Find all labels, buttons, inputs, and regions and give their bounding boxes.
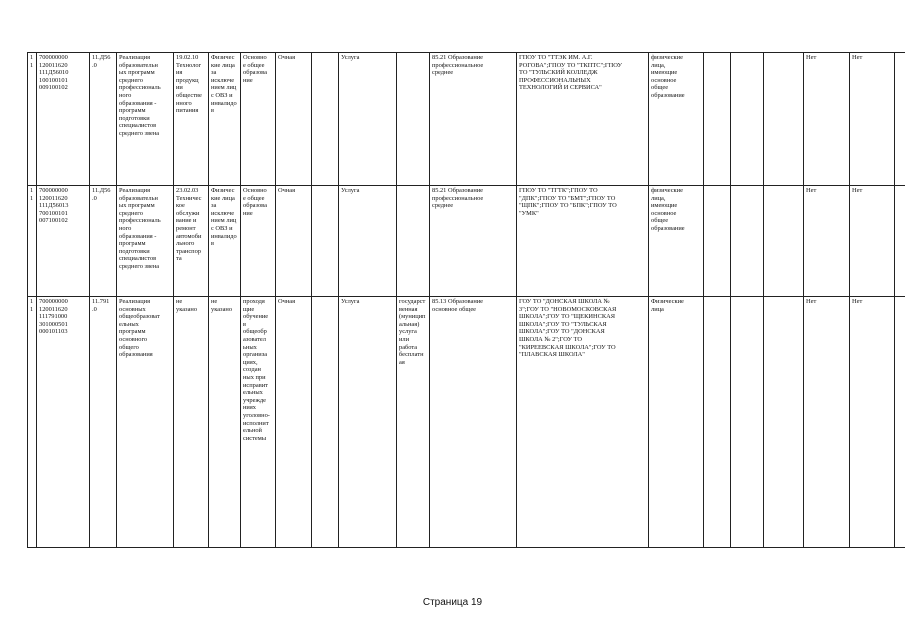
- study-form-cell: Очная: [276, 53, 312, 186]
- category-cell: не указано: [209, 297, 241, 548]
- row-number-cell: 11: [28, 186, 37, 297]
- empty-cell: [312, 297, 339, 548]
- okpd-code-cell: 11.Д56 .0: [90, 53, 117, 186]
- organizations-cell: ГПОУ ТО "ТТЭК ИМ. А.Г. РОГОВА";ГПОУ ТО "ТКПТС";ГПОУ ТО "ТУЛЬСКИЙ КОЛЛЕДЖ ПРОФЕССИОНАЛЬНЫХ ТЕХНОЛОГИЙ И СЕРВИСА": [517, 53, 649, 186]
- education-basis-cell: Основно е общее образова ние: [241, 53, 276, 186]
- category-cell: Физичес кие лица за исключе нием лиц с ОВЗ и инвалидо в: [209, 186, 241, 297]
- specialty-cell: не указано: [174, 297, 209, 548]
- flag-cell: Нет: [804, 53, 850, 186]
- service-name-cell: Реализация образовательн ых программ среднего профессиональ ного образования - программ подготовки специалистов среднего звена: [117, 53, 174, 186]
- empty-cell: [764, 297, 804, 548]
- empty-cell: [704, 297, 731, 548]
- empty-cell: [312, 53, 339, 186]
- type-cell: Услуга: [339, 53, 397, 186]
- education-basis-cell: Основно е общее образова ние: [241, 186, 276, 297]
- education-basis-cell: проходя щие обучение в общеобр азовател ьных организа циях, создан ных при исправит ельных учрежде ниях уголовно- исполнит ельной системы: [241, 297, 276, 548]
- consumers-cell: физические лица, имеющие основное общее образование: [649, 186, 704, 297]
- registry-code-cell: 700000000 120011620 111791000 301000501 000101103: [37, 297, 90, 548]
- registry-code-cell: 700000000 120011620 111Д56013 700100101 007100102: [37, 186, 90, 297]
- services-register-table: [27, 52, 905, 548]
- okved-cell: 85.13 Образование основное общее: [430, 297, 517, 548]
- consumers-cell: Физические лица: [649, 297, 704, 548]
- study-form-cell: Очная: [276, 186, 312, 297]
- empty-cell: [704, 53, 731, 186]
- organizations-cell: ГОУ ТО "ДОНСКАЯ ШКОЛА № 3";ГОУ ТО "НОВОМОСКОВСКАЯ ШКОЛА";ГОУ ТО "ЩЕКИНСКАЯ ШКОЛА";ГОУ ТО "ТУЛЬСКАЯ ШКОЛА";ГОУ ТО "ДОНСКАЯ ШКОЛА № 2";ГОУ ТО "КИРЕЕВСКАЯ ШКОЛА";ГОУ ТО "ПЛАВСКАЯ ШКОЛА": [517, 297, 649, 548]
- paid-status-cell: [397, 186, 430, 297]
- registry-code-cell: 700000000 120011620 111Д56010 100100101 009100102: [37, 53, 90, 186]
- empty-cell: [731, 53, 764, 186]
- table-body: [28, 53, 905, 548]
- category-cell: Физичес кие лица за исключе нием лиц с ОВЗ и инвалидо в: [209, 53, 241, 186]
- paid-status-cell: государст венная (муницип альная) услуга или работа бесплатн ая: [397, 297, 430, 548]
- row-number-cell: 11: [28, 297, 37, 548]
- empty-cell: [731, 186, 764, 297]
- okved-cell: 85.21 Образование профессиональное среднее: [430, 53, 517, 186]
- service-name-cell: Реализация образовательн ых программ среднего профессиональ ного образования - программ подготовки специалистов среднего звена: [117, 186, 174, 297]
- empty-cell: [895, 186, 905, 297]
- table-row: [28, 53, 905, 186]
- okpd-code-cell: 11.Д56 .0: [90, 186, 117, 297]
- empty-cell: [764, 53, 804, 186]
- type-cell: Услуга: [339, 297, 397, 548]
- page-number: Страница 19: [422, 597, 483, 608]
- study-form-cell: Очная: [276, 297, 312, 548]
- empty-cell: [312, 186, 339, 297]
- empty-cell: [731, 297, 764, 548]
- type-cell: Услуга: [339, 186, 397, 297]
- flag-cell: Нет: [850, 297, 895, 548]
- paid-status-cell: [397, 53, 430, 186]
- okpd-code-cell: 11.791 .0: [90, 297, 117, 548]
- okved-cell: 85.21 Образование профессиональное среднее: [430, 186, 517, 297]
- empty-cell: [704, 186, 731, 297]
- row-number-cell: 11: [28, 53, 37, 186]
- service-name-cell: Реализация основных общеобразоват ельных программ основного общего образования: [117, 297, 174, 548]
- organizations-cell: ГПОУ ТО "ТГТК";ГПОУ ТО "ДПК";ГПОУ ТО "БМТ";ГПОУ ТО "ЩПК";ГПОУ ТО "БПК";ГПОУ ТО "УМК": [517, 186, 649, 297]
- consumers-cell: физические лица, имеющие основное общее образование: [649, 53, 704, 186]
- specialty-cell: 19.02.10 Технолог ия продукц ии обществе нного питания: [174, 53, 209, 186]
- flag-cell: Нет: [850, 53, 895, 186]
- empty-cell: [895, 53, 905, 186]
- flag-cell: Нет: [804, 186, 850, 297]
- table-row: [28, 297, 905, 548]
- table-row: [28, 186, 905, 297]
- flag-cell: Нет: [850, 186, 895, 297]
- empty-cell: [764, 186, 804, 297]
- flag-cell: Нет: [804, 297, 850, 548]
- specialty-cell: 23.02.03 Техничес кое обслужи вание и ремонт автомоби льного транспор та: [174, 186, 209, 297]
- empty-cell: [895, 297, 905, 548]
